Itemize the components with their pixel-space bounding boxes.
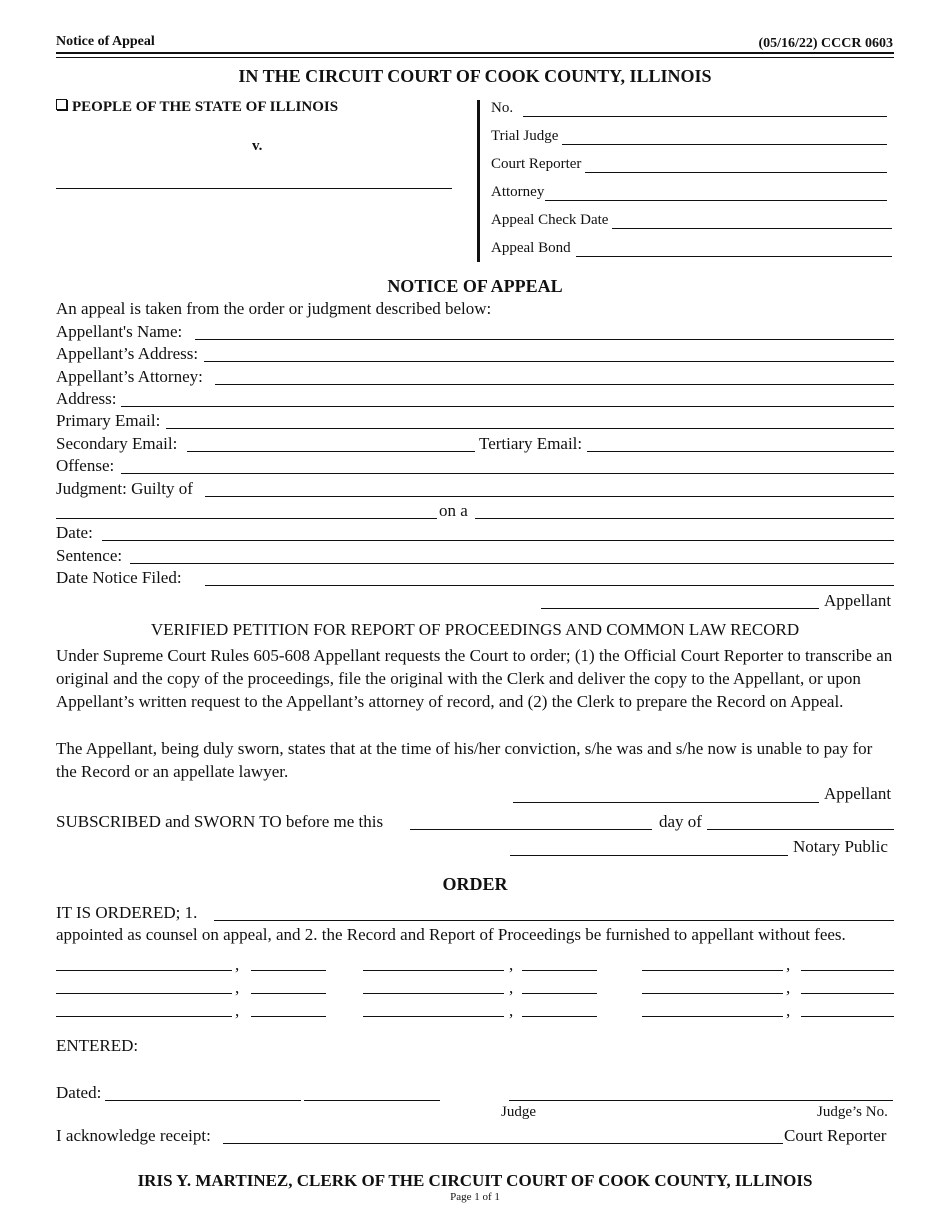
notice-intro: An appeal is taken from the order or judgment described below: [56, 299, 492, 318]
judgment-label: Judgment: Guilty of [56, 479, 193, 498]
grid-number-field[interactable] [522, 993, 597, 994]
acknowledge-label: I acknowledge receipt: [56, 1126, 211, 1145]
appellant-attorney-field[interactable] [215, 384, 894, 385]
plaintiff-checkbox-row[interactable] [56, 99, 338, 116]
address-field[interactable] [121, 406, 894, 407]
day-of-field[interactable] [707, 829, 894, 830]
grid-comma: , [509, 1001, 514, 1020]
petition-appellant-signature-field[interactable] [513, 802, 819, 803]
appellant-name-label: Appellant's Name: [56, 322, 183, 341]
judgment-field-continued[interactable] [56, 518, 437, 519]
appeal-check-date-field[interactable] [612, 228, 892, 229]
day-of-label: day of [659, 812, 702, 831]
court-title: IN THE CIRCUIT COURT OF COOK COUNTY, ILLINOIS [238, 66, 712, 86]
grid-comma: , [786, 955, 791, 974]
judge-signature-field[interactable] [509, 1100, 893, 1101]
court-reporter-field[interactable] [585, 172, 887, 173]
entered-label: ENTERED: [56, 1036, 139, 1055]
page-number: Page 1 of 1 [450, 1191, 500, 1203]
appellant-signature-field[interactable] [541, 608, 819, 609]
date-notice-filed-field[interactable] [205, 585, 894, 586]
address-label: Address: [56, 389, 117, 408]
judge-label: Judge [501, 1104, 536, 1120]
dated-label: Dated: [56, 1083, 102, 1102]
checkbox-icon[interactable] [56, 99, 67, 110]
primary-email-label: Primary Email: [56, 411, 161, 430]
grid-number-field[interactable] [801, 993, 894, 994]
defendant-field[interactable] [56, 188, 452, 189]
appellant-address-field[interactable] [204, 361, 894, 362]
offense-field[interactable] [121, 473, 894, 474]
appeal-check-date-label: Appeal Check Date [491, 212, 609, 228]
judges-no-label: Judge’s No. [817, 1104, 888, 1120]
on-a-label: on a [439, 501, 468, 520]
grid-number-field[interactable] [251, 1016, 326, 1017]
grid-name-field[interactable] [363, 993, 504, 994]
caption-divider [477, 100, 480, 262]
petition-paragraph-1: Under Supreme Court Rules 605-608 Appellant requests the Court to order; (1) the Official Court Reporter to transcribe an original and the copy of the proceedings, file the original with the Clerk and deliver the copy to the Appellant, or upon Appellant’s written request to the Appellant’s attorney of record, and (2) the Clerk to prepare the Record on Appeal. [56, 646, 893, 711]
acknowledge-field[interactable] [223, 1143, 783, 1144]
appellant-name-field[interactable] [195, 339, 894, 340]
secondary-email-label: Secondary Email: [56, 434, 178, 453]
grid-name-field[interactable] [56, 993, 232, 994]
dated-field[interactable] [105, 1100, 301, 1101]
plaintiff-label: PEOPLE OF THE STATE OF ILLINOIS [72, 99, 339, 115]
appeal-bond-label: Appeal Bond [491, 240, 571, 256]
court-reporter-receipt-label: Court Reporter [784, 1126, 887, 1145]
grid-name-field[interactable] [642, 993, 783, 994]
court-reporter-label: Court Reporter [491, 156, 582, 172]
appellant-signature-label: Appellant [824, 591, 892, 610]
sentence-field[interactable] [130, 563, 894, 564]
judgment-field[interactable] [205, 496, 894, 497]
grid-number-field[interactable] [522, 970, 597, 971]
date-notice-filed-label: Date Notice Filed: [56, 568, 182, 587]
petition-appellant-label: Appellant [824, 784, 892, 803]
appointed-counsel-field[interactable] [214, 920, 894, 921]
tertiary-email-label: Tertiary Email: [479, 434, 583, 453]
subscribed-day-field[interactable] [410, 829, 652, 830]
grid-comma: , [509, 955, 514, 974]
grid-number-field[interactable] [251, 993, 326, 994]
on-a-field[interactable] [475, 518, 894, 519]
date-field[interactable] [102, 540, 894, 541]
grid-number-field[interactable] [522, 1016, 597, 1017]
grid-comma: , [235, 1001, 240, 1020]
appeal-bond-field[interactable] [576, 256, 892, 257]
trial-judge-label: Trial Judge [491, 128, 559, 144]
primary-email-field[interactable] [166, 428, 894, 429]
grid-name-field[interactable] [642, 970, 783, 971]
form-code: (05/16/22) CCCR 0603 [758, 36, 893, 51]
tertiary-email-field[interactable] [587, 451, 894, 452]
grid-number-field[interactable] [251, 970, 326, 971]
trial-judge-field[interactable] [562, 144, 887, 145]
grid-comma: , [509, 978, 514, 997]
attorney-label: Attorney [491, 184, 545, 200]
order-title: ORDER [442, 874, 508, 894]
grid-name-field[interactable] [56, 970, 232, 971]
notice-title: NOTICE OF APPEAL [387, 276, 563, 296]
header-rule-thin [56, 57, 894, 58]
appellant-attorney-label: Appellant’s Attorney: [56, 367, 203, 386]
grid-number-field[interactable] [801, 970, 894, 971]
subscribed-label: SUBSCRIBED and SWORN TO before me this [56, 812, 384, 831]
grid-name-field[interactable] [363, 1016, 504, 1017]
form-name: Notice of Appeal [56, 34, 155, 49]
secondary-email-field[interactable] [187, 451, 475, 452]
petition-title: VERIFIED PETITION FOR REPORT OF PROCEEDINGS AND COMMON LAW RECORD [150, 620, 800, 639]
date-label: Date: [56, 523, 93, 542]
offense-label: Offense: [56, 456, 115, 475]
dated-year-field[interactable] [304, 1100, 440, 1101]
order-text: appointed as counsel on appeal, and 2. the Record and Report of Proceedings be furnished to appellant without fees. [56, 925, 846, 944]
sentence-label: Sentence: [56, 546, 123, 565]
notary-signature-field[interactable] [510, 855, 788, 856]
case-no-label: No. [491, 100, 514, 116]
grid-name-field[interactable] [642, 1016, 783, 1017]
grid-comma: , [235, 978, 240, 997]
grid-comma: , [235, 955, 240, 974]
appellant-address-label: Appellant’s Address: [56, 344, 199, 363]
notary-label: Notary Public [793, 837, 888, 856]
grid-name-field[interactable] [363, 970, 504, 971]
clerk-footer: IRIS Y. MARTINEZ, CLERK OF THE CIRCUIT COURT OF COOK COUNTY, ILLINOIS [137, 1171, 813, 1190]
attorney-field[interactable] [545, 200, 887, 201]
grid-number-field[interactable] [801, 1016, 894, 1017]
grid-comma: , [786, 978, 791, 997]
case-no-field[interactable] [523, 116, 887, 117]
versus-label: v. [252, 138, 263, 154]
grid-name-field[interactable] [56, 1016, 232, 1017]
grid-comma: , [786, 1001, 791, 1020]
it-is-ordered-label: IT IS ORDERED; 1. [56, 903, 198, 922]
header-rule [56, 52, 894, 54]
petition-paragraph-2: The Appellant, being duly sworn, states that at the time of his/her conviction, s/he was and s/he now is unable to pay for the Record or an appellate lawyer. [56, 739, 873, 781]
